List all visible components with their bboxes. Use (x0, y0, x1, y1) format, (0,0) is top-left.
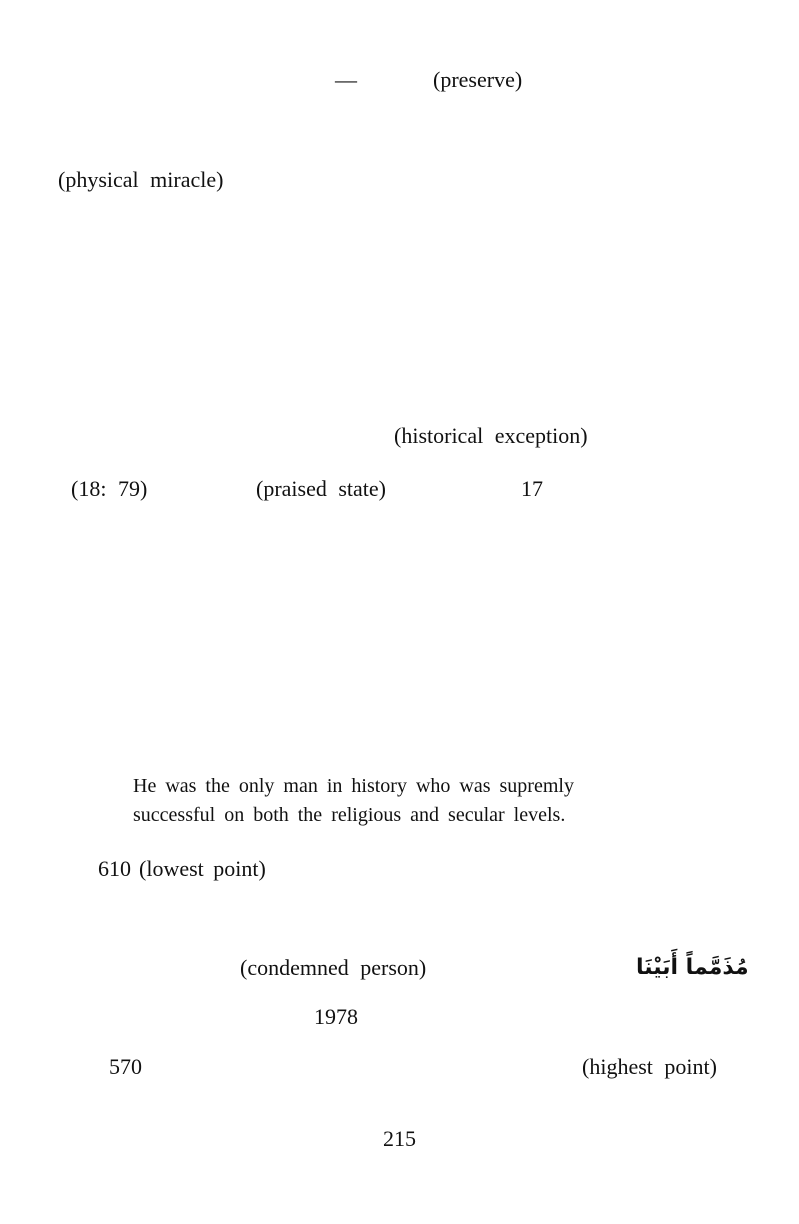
year-1978: 1978 (314, 1004, 358, 1029)
highest-point-text: (highest point) (582, 1054, 717, 1079)
verse-reference: (18: 79) (71, 476, 148, 501)
arabic-phrase: مُذَمَّماً أَبَيْنَا (636, 955, 749, 980)
page-number: 215 (383, 1126, 416, 1151)
year-610: 610 (98, 856, 131, 881)
preserve-text: (preserve) (433, 67, 523, 92)
number-17: 17 (521, 476, 543, 501)
lowest-point-text: (lowest point) (139, 856, 266, 881)
condemned-person-text: (condemned person) (240, 955, 427, 980)
historical-exception-text: (historical exception) (394, 423, 588, 448)
quote-line-1: He was the only man in history who was supremly (133, 775, 574, 797)
physical-miracle-text: (physical miracle) (58, 167, 224, 192)
quote-line-2: successful on both the religious and secular levels. (133, 804, 566, 826)
year-570: 570 (109, 1054, 142, 1079)
block-quote (133, 772, 653, 830)
em-dash: — (335, 67, 357, 92)
praised-state-text: (praised state) (256, 476, 386, 501)
